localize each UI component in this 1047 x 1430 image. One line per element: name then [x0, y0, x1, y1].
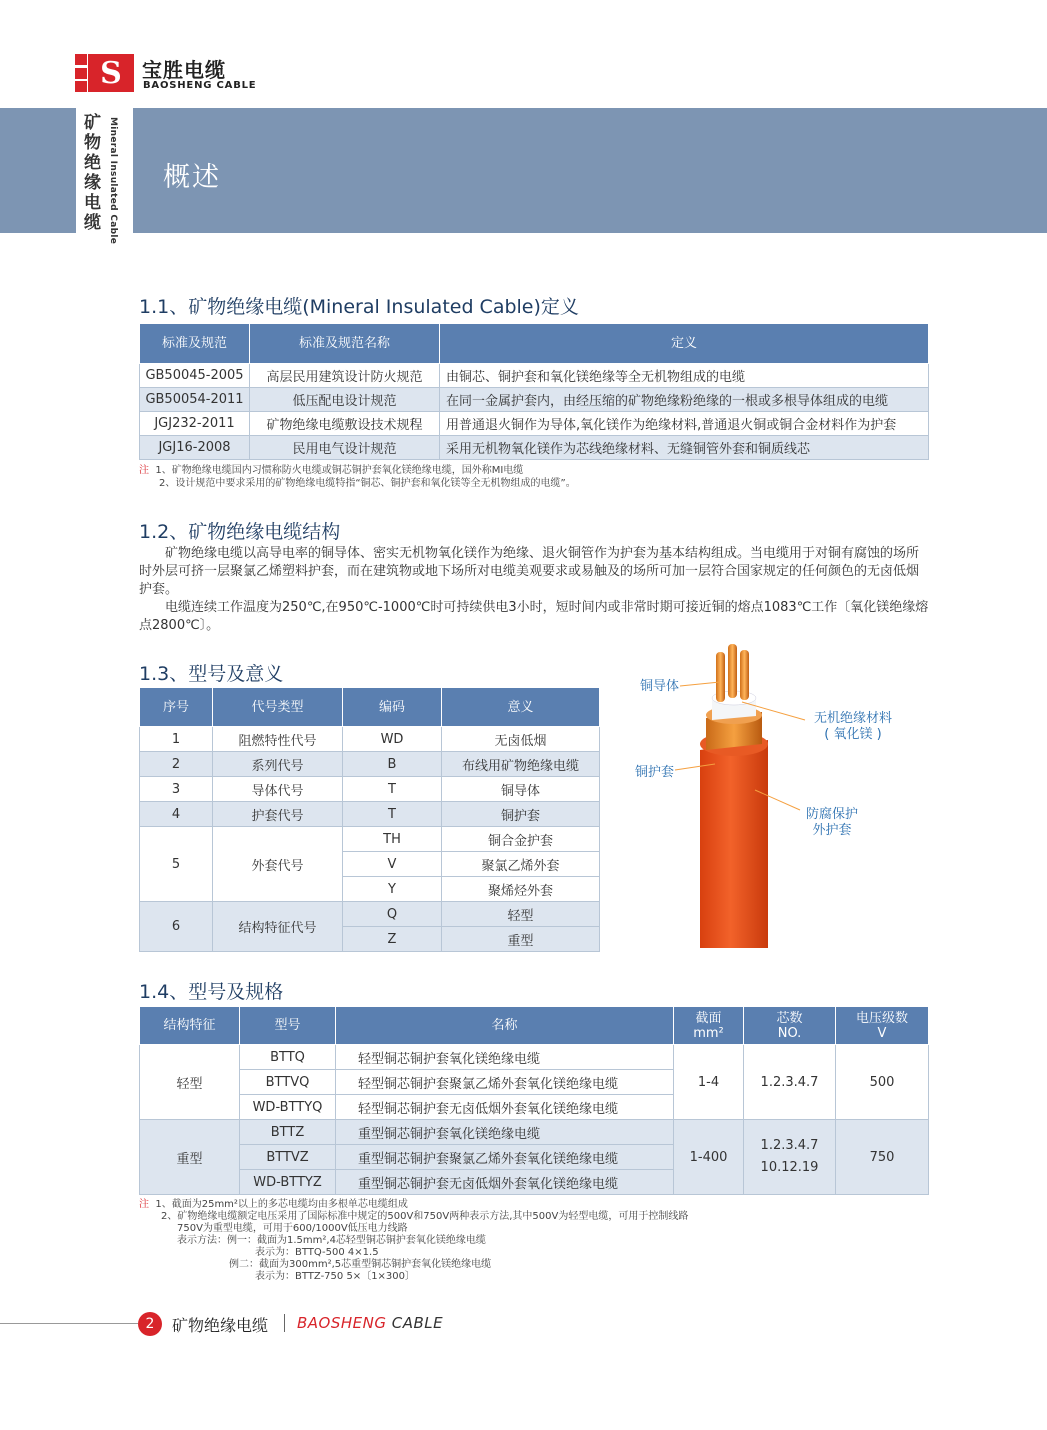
- cell: 1-400: [674, 1120, 744, 1195]
- table-row: [140, 388, 929, 412]
- label-copper-conductor: 铜导体: [640, 679, 680, 694]
- cell: Z: [343, 927, 442, 952]
- cell: 低压配电设计规范: [250, 388, 440, 412]
- page-number: 2: [138, 1312, 162, 1336]
- label-line: 外护套: [812, 823, 852, 838]
- cell: 民用电气设计规范: [250, 436, 440, 460]
- cell: 用普通退火铜作为导体,氧化镁作为绝缘材料,普通退火铜或铜合金材料作为护套: [440, 412, 929, 436]
- table-row: [140, 827, 600, 852]
- cell: WD: [343, 727, 442, 752]
- table-row: [140, 1045, 929, 1070]
- paragraph: 电缆连续工作温度为250℃,在950℃-1000℃时可持续供电3小时，短时间内或非常时期可接近铜的熔点1083℃工作〔氧化镁绝缘熔点2800℃〕。: [139, 600, 929, 633]
- side-title-en: Mineral Insulated Cable: [108, 117, 118, 245]
- col-header: 标准及规范名称: [250, 324, 440, 364]
- cell: GB50045-2005: [140, 364, 250, 388]
- cell: 护套代号: [213, 802, 343, 827]
- table-row: [140, 436, 929, 460]
- table-row: [140, 902, 600, 927]
- header-band: [133, 108, 1047, 233]
- spec-table: [139, 1006, 929, 1195]
- note-line: 表示为：BTTQ-500 4×1.5: [255, 1247, 379, 1258]
- cell: V: [343, 852, 442, 877]
- table-row: [140, 777, 600, 802]
- col-header: [836, 1007, 929, 1045]
- note-line: 1、截面为25mm²以上的多芯电缆均由多根单芯电缆组成: [155, 1199, 408, 1210]
- header-line: V: [877, 1025, 887, 1041]
- cell: B: [343, 752, 442, 777]
- footer-rule: [0, 1323, 138, 1324]
- label-line: 无机绝缘材料: [813, 711, 892, 726]
- cell: 布线用矿物绝缘电缆: [442, 752, 600, 777]
- cell: 铜护套: [442, 802, 600, 827]
- cell: Q: [343, 902, 442, 927]
- note-line: 表示为：BTTZ-750 5×〔1×300〕: [255, 1271, 416, 1282]
- col-header: 结构特征: [140, 1007, 240, 1045]
- cell: 轻型: [442, 902, 600, 927]
- callout-line: [680, 682, 720, 686]
- header-line: 截面: [695, 1010, 722, 1026]
- col-header: 名称: [336, 1007, 674, 1045]
- cell: 2: [140, 752, 213, 777]
- cell: 聚烯烃外套: [442, 877, 600, 902]
- note-line: 表示方法：例一：截面为1.5mm²,4芯轻型铜芯铜护套氧化镁绝缘电缆: [177, 1235, 486, 1246]
- cell: T: [343, 777, 442, 802]
- copper-conductor: [740, 650, 749, 700]
- cell: 500: [836, 1045, 929, 1120]
- header-line: mm²: [693, 1025, 724, 1041]
- cell-line: 10.12.19: [760, 1160, 819, 1175]
- cell: 铜导体: [442, 777, 600, 802]
- footer-brand-red: BAOSHENG: [297, 1314, 387, 1332]
- cell: 3: [140, 777, 213, 802]
- table-note: [139, 464, 576, 490]
- paragraph: 矿物绝缘电缆以高导电率的铜导体、密实无机物氧化镁作为绝缘、退火铜管作为护套为基本结构组成。当电缆用于对铜有腐蚀的场所时外层可挤一层聚氯乙烯塑料护套，而在建筑物或地下场所对电缆美观要求或易触及的场所可加一层符合国家规定的任何颜色的无卤低烟护套。: [139, 546, 920, 597]
- cell: JGJ16-2008: [140, 436, 250, 460]
- logo-side-marks: [75, 54, 87, 92]
- cell: 导体代号: [213, 777, 343, 802]
- cell: 重型铜芯铜护套氧化镁绝缘电缆: [336, 1120, 674, 1145]
- section-heading-1-4: 1.4、型号及规格: [139, 981, 284, 1003]
- footer-brand-black: CABLE: [391, 1314, 444, 1332]
- cell: 轻型铜芯铜护套无卤低烟外套氧化镁绝缘电缆: [336, 1095, 674, 1120]
- cell: 1: [140, 727, 213, 752]
- footer-title-cn: 矿物绝缘电缆: [172, 1316, 269, 1335]
- cell: 结构特征代号: [213, 902, 343, 952]
- col-header: 型号: [240, 1007, 336, 1045]
- col-header: 编码: [343, 688, 442, 727]
- table-row: [140, 727, 600, 752]
- cell: TH: [343, 827, 442, 852]
- copper-conductor: [728, 644, 737, 698]
- cell: 在同一金属护套内，由经压缩的矿物绝缘粉绝缘的一根或多根导体组成的电缆: [440, 388, 929, 412]
- cell: BTTZ: [240, 1120, 336, 1145]
- cell: T: [343, 802, 442, 827]
- footer-separator: [284, 1314, 285, 1332]
- cell: 1.2.3.4.7: [744, 1045, 836, 1120]
- cell: WD-BTTYQ: [240, 1095, 336, 1120]
- cell: [744, 1120, 836, 1195]
- cell: 无卤低烟: [442, 727, 600, 752]
- cell-line: 1.2.3.4.7: [760, 1138, 819, 1153]
- note-label: 注: [139, 465, 149, 476]
- definition-table: [139, 323, 929, 460]
- side-title-cn: 矿物绝缘电缆: [84, 113, 101, 233]
- cell: GB50054-2011: [140, 388, 250, 412]
- col-header: 意义: [442, 688, 600, 727]
- cell: 5: [140, 827, 213, 902]
- cell: WD-BTTYZ: [240, 1170, 336, 1195]
- spec-notes: [139, 1199, 688, 1283]
- brand-name-cn: 宝胜电缆: [142, 58, 226, 82]
- copper-conductor: [716, 652, 725, 702]
- note-line: 750V为重型电缆，可用于600/1000V低压电力线路: [177, 1223, 408, 1234]
- col-header: [744, 1007, 836, 1045]
- note-line: 2、设计规范中要求采用的矿物绝缘电缆特指“铜芯、铜护套和氧化镁等全无机物组成的电缆”。: [159, 478, 576, 489]
- header-line: NO.: [777, 1025, 802, 1041]
- table-row: [140, 364, 929, 388]
- note-label: 注: [139, 1199, 149, 1210]
- col-header: 定义: [440, 324, 929, 364]
- cell: 重型: [442, 927, 600, 952]
- table-row: [140, 412, 929, 436]
- header-line: 电压级数: [855, 1010, 908, 1026]
- cell: 系列代号: [213, 752, 343, 777]
- footer-title-en: [297, 1314, 443, 1332]
- cell: 6: [140, 902, 213, 952]
- label-line: 防腐保护: [805, 807, 858, 822]
- cell: 外套代号: [213, 827, 343, 902]
- header-band-left: [0, 108, 76, 233]
- cell: BTTQ: [240, 1045, 336, 1070]
- cell: JGJ232-2011: [140, 412, 250, 436]
- section-heading-1-3: 1.3、型号及意义: [139, 663, 284, 685]
- cell: 轻型: [140, 1045, 240, 1120]
- brand-logo: S: [88, 54, 134, 92]
- note-line: 1、矿物绝缘电缆国内习惯称防火电缆或铜芯铜护套氧化镁绝缘电缆，国外称MI电缆: [155, 465, 524, 476]
- outer-sheath: [700, 740, 768, 948]
- section-heading-1-1: 1.1、矿物绝缘电缆(Mineral Insulated Cable)定义: [139, 296, 579, 318]
- cell: 4: [140, 802, 213, 827]
- note-line: 例二：截面为300mm²,5芯重型铜芯铜护套氧化镁绝缘电缆: [229, 1259, 492, 1270]
- cell: 750: [836, 1120, 929, 1195]
- note-line: 2、矿物绝缘电缆额定电压采用了国际标准中规定的500V和750V两种表示方法,其中500V为轻型电缆，可用于控制线路: [161, 1211, 689, 1222]
- structure-description: [139, 545, 929, 635]
- cell: 聚氯乙烯外套: [442, 852, 600, 877]
- cell: 轻型铜芯铜护套氧化镁绝缘电缆: [336, 1045, 674, 1070]
- label-line: ( 氧化镁 ): [824, 727, 882, 742]
- label-copper-sheath: 铜护套: [635, 765, 675, 780]
- cell: 轻型铜芯铜护套聚氯乙烯外套氧化镁绝缘电缆: [336, 1070, 674, 1095]
- section-heading-1-2: 1.2、矿物绝缘电缆结构: [139, 521, 341, 543]
- col-header: 序号: [140, 688, 213, 727]
- cell: 1-4: [674, 1045, 744, 1120]
- col-header: [674, 1007, 744, 1045]
- model-meaning-table: [139, 687, 600, 952]
- brand-name-en: BAOSHENG CABLE: [143, 80, 257, 91]
- page-title: 概述: [163, 162, 221, 193]
- col-header: 代号类型: [213, 688, 343, 727]
- cell: 重型铜芯铜护套无卤低烟外套氧化镁绝缘电缆: [336, 1170, 674, 1195]
- cell: 阻燃特性代号: [213, 727, 343, 752]
- table-row: [140, 752, 600, 777]
- table-row: [140, 1120, 929, 1145]
- cell: BTTVZ: [240, 1145, 336, 1170]
- cell: 由铜芯、铜护套和氧化镁绝缘等全无机物组成的电缆: [440, 364, 929, 388]
- header-line: 芯数: [776, 1010, 803, 1026]
- cell: 矿物绝缘电缆敷设技术规程: [250, 412, 440, 436]
- cell: BTTVQ: [240, 1070, 336, 1095]
- cell: Y: [343, 877, 442, 902]
- cell: 采用无机物氧化镁作为芯线绝缘材料、无缝铜管外套和铜质线芯: [440, 436, 929, 460]
- label-outer-sheath: [800, 807, 864, 839]
- table-row: [140, 802, 600, 827]
- col-header: 标准及规范: [140, 324, 250, 364]
- cell: 铜合金护套: [442, 827, 600, 852]
- cell: 重型铜芯铜护套聚氯乙烯外套氧化镁绝缘电缆: [336, 1145, 674, 1170]
- label-insulation: [806, 711, 900, 743]
- cell: 重型: [140, 1120, 240, 1195]
- cell: 高层民用建筑设计防火规范: [250, 364, 440, 388]
